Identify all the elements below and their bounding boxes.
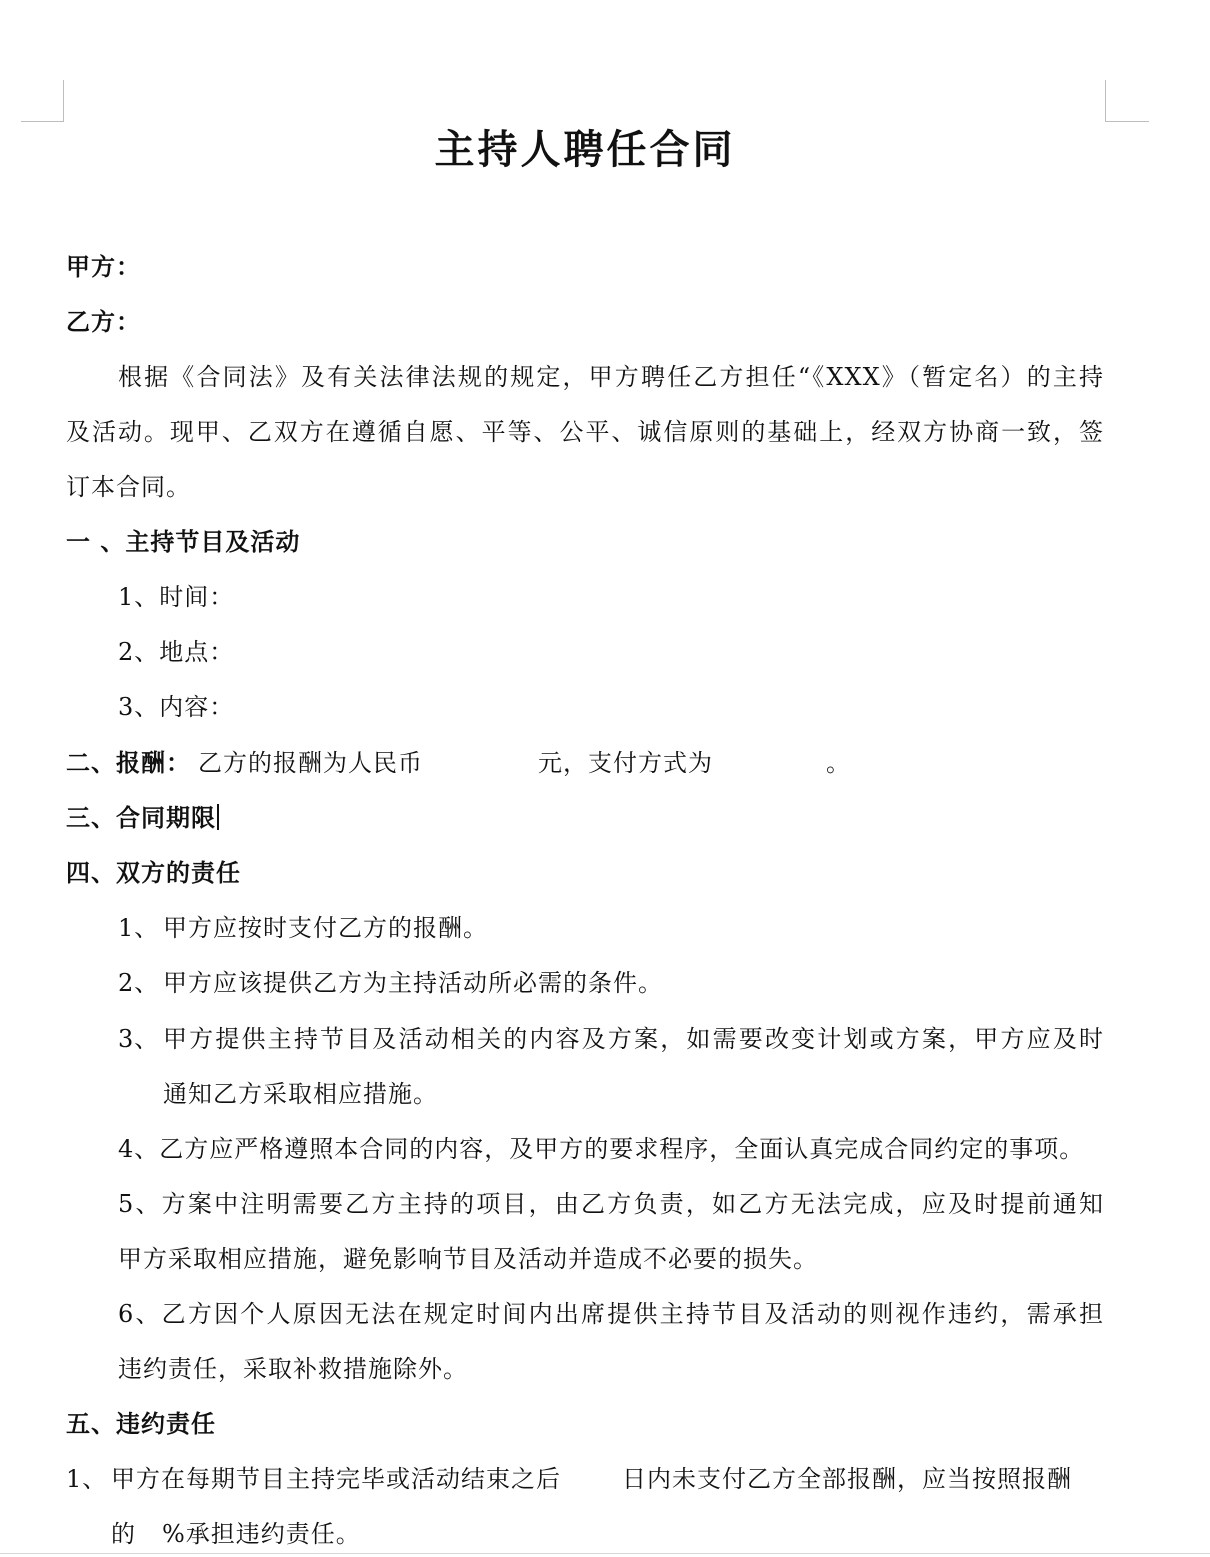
section1-item-time: 1、时间：: [118, 583, 235, 611]
section4-item3-number: 3、: [118, 1025, 160, 1053]
text-cursor: [217, 804, 219, 830]
section2-text-amount: 乙方的报酬为人民币: [198, 749, 423, 777]
intro-line-2: 及活动。现甲、乙双方在遵循自愿、平等、公平、诚信原则的基础上，经双方协商一致，签: [66, 418, 1104, 446]
section4-item3-line2: 通知乙方采取相应措施。: [163, 1080, 438, 1108]
section4-item3-line1: 甲方提供主持节目及活动相关的内容及方案，如需要改变计划或方案，甲方应及时: [163, 1025, 1104, 1053]
section5-item1-line1-part1: 甲方在每期节目主持完毕或活动结束之后: [111, 1465, 561, 1493]
intro-line-3: 订本合同。: [66, 473, 191, 501]
section1-heading: 一 、主持节目及活动: [66, 528, 301, 556]
party-b-label: 乙方：: [66, 308, 141, 336]
section5-heading: 五、违约责任: [66, 1410, 216, 1438]
document-title: 主持人聘任合同: [434, 127, 736, 173]
section5-item1-line1-part2: 日内未支付乙方全部报酬，应当按照报酬: [622, 1465, 1072, 1493]
section3-heading: 三、合同期限: [66, 804, 216, 832]
section5-item1-line2-part1: 的: [111, 1520, 136, 1548]
section4-item2-number: 2、: [118, 969, 160, 997]
page-bottom-edge: [0, 1553, 1210, 1554]
section1-item-content: 3、内容：: [118, 693, 235, 721]
section3-heading-line: [66, 803, 219, 833]
intro-line-1: 根据《合同法》及有关法律法规的规定，甲方聘任乙方担任“《XXX》（暂定名）的主持: [118, 363, 1104, 391]
section4-item1-number: 1、: [118, 914, 160, 942]
section2-text-end: 。: [826, 749, 851, 777]
section4-heading: 四、双方的责任: [66, 859, 241, 887]
section2-text-payment: 元，支付方式为: [538, 749, 713, 777]
section2-heading: 二、报酬：: [66, 749, 191, 777]
party-a-label: 甲方：: [66, 253, 141, 281]
section4-item5-line1: 5、方案中注明需要乙方主持的项目，由乙方负责，如乙方无法完成，应及时提前通知: [118, 1190, 1104, 1218]
section1-item-place: 2、地点：: [118, 638, 235, 666]
section5-item1-number: 1、: [66, 1465, 108, 1493]
section4-item5-line2: 甲方采取相应措施，避免影响节目及活动并造成不必要的损失。: [118, 1245, 818, 1273]
section4-item2-text: 甲方应该提供乙方为主持活动所必需的条件。: [163, 969, 663, 997]
section4-item4: 4、乙方应严格遵照本合同的内容，及甲方的要求程序，全面认真完成合同约定的事项。: [118, 1135, 1085, 1163]
section4-item6-line2: 违约责任，采取补救措施除外。: [118, 1355, 468, 1383]
section4-item6-line1: 6、乙方因个人原因无法在规定时间内出席提供主持节目及活动的则视作违约，需承担: [118, 1300, 1104, 1328]
section4-item1-text: 甲方应按时支付乙方的报酬。: [163, 914, 488, 942]
section5-item1-line2-part2: %承担违约责任。: [162, 1520, 361, 1548]
